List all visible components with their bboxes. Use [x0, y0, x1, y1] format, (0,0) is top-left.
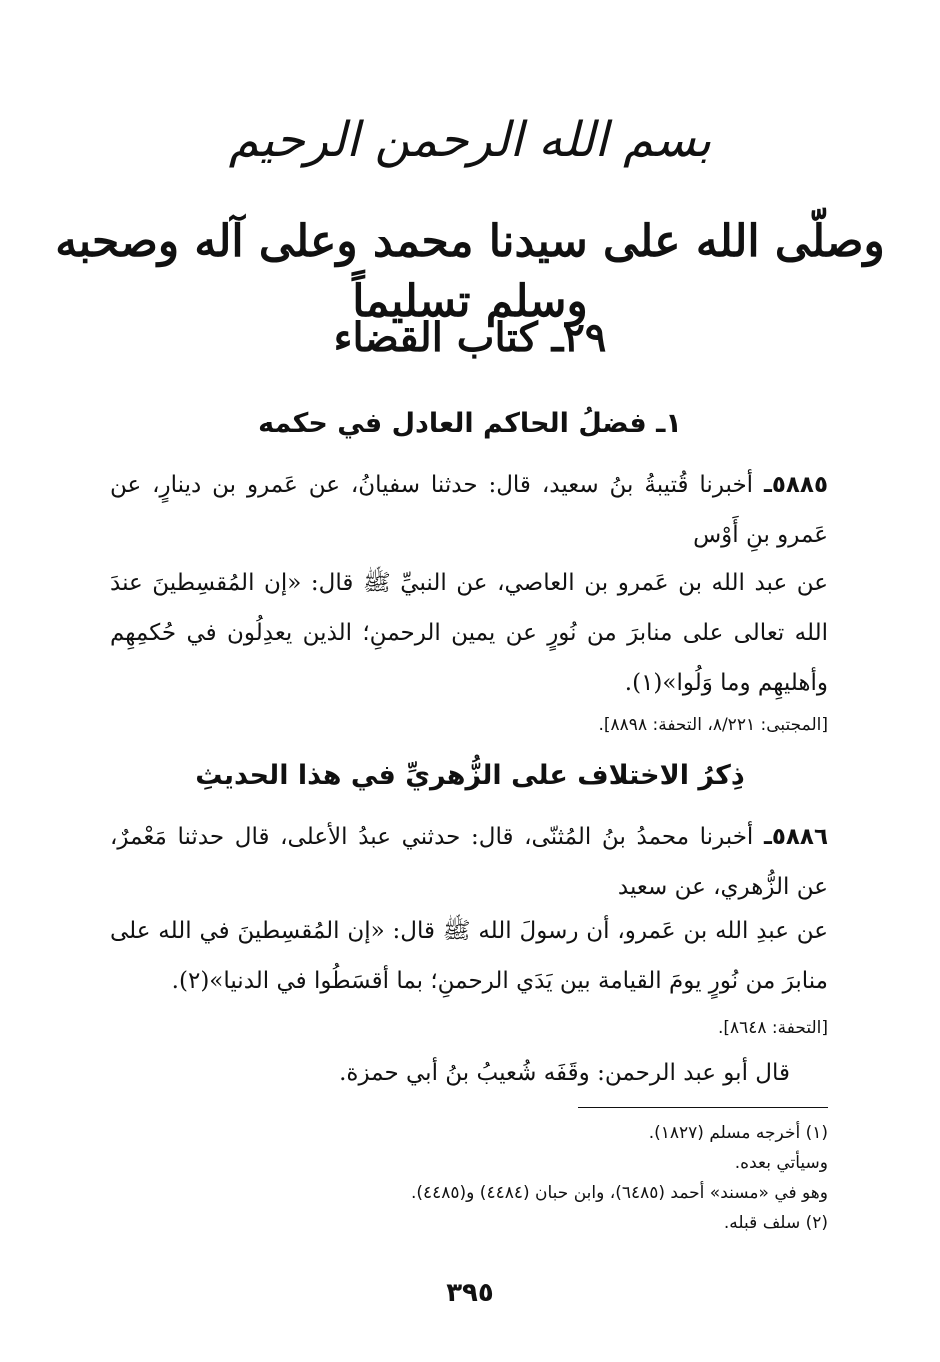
hadith-number: ٥٨٨٥ـ [763, 472, 828, 498]
hadith-5885-matn: عن عبد الله بن عَمرو بن العاصي، عن النبيِّ ﷺ قال: «إن المُقسِطينَ عندَ الله تعالى على منابرَ من نُورٍ عن يمين الرحمنِ؛ الذين يعدِلُون في حُكمِهِم وأهليهِم وما وَلُوا»(١). [110, 570, 828, 696]
book-title: ٢٩ـ كتاب القضاء [333, 314, 607, 361]
chapter-title-2: ذِكرُ الاختلاف على الزُّهريِّ في هذا الحديثِ [195, 760, 745, 791]
hadith-number: ٥٨٨٦ـ [763, 824, 829, 850]
footnote-divider [578, 1107, 828, 1108]
footnotes [110, 1118, 828, 1238]
hadith-5886-matn: عن عبدِ الله بن عَمرو، أن رسولَ الله ﷺ قال: «إن المُقسِطينَ في الله على منابرَ من نُورٍ يومَ القيامة بين يَدَي الرحمنِ؛ بما أقسَطُوا في الدنيا»(٢). [110, 918, 828, 994]
isnad-text: أخبرنا محمدُ بنُ المُثنّى، قال: حدثني عبدُ الأعلى، قال حدثنا مَعْمرٌ، عن الزُّهري، عن سعيد [110, 824, 828, 900]
salawat-line: وصلّى الله على سيدنا محمد وعلى آله وصحبه وسلم تسليماً [55, 216, 885, 327]
footnote-line: وهو في «مسند» أحمد (٦٤٨٥)، وابن حبان (٤٤٨٤) و(٤٤٨٥). [410, 1183, 828, 1203]
isnad-text: أخبرنا قُتيبةُ بنُ سعيد، قال: حدثنا سفيانُ، عن عَمرو بن دينارٍ، عن عَمرو بنِ أَوْس [110, 472, 828, 548]
closing-note: قال أبو عبد الرحمن: وقَفَه شُعيبُ بنُ أبي حمزة. [339, 1060, 790, 1086]
footnote-line: (٢) سلف قبله. [723, 1213, 828, 1233]
chapter-title-1: ١ـ فضلُ الحاكم العادل في حكمه [258, 408, 682, 439]
footnote-line: (١) أخرجه مسلم (١٨٢٧). [648, 1123, 828, 1143]
page-number: ٣٩٥ [446, 1278, 494, 1308]
hadith-5886-isnad [110, 812, 828, 912]
hadith-5886-reference: [التحفة: ٨٦٤٨]. [717, 1018, 828, 1038]
hadith-5885-reference: [المجتبى: ٨/٢٢١، التحفة: ٨٨٩٨]. [598, 715, 828, 735]
footnote-line: وسيأتي بعده. [734, 1153, 828, 1173]
hadith-5885-isnad [110, 460, 828, 560]
basmala: بسم الله الرحمن الرحيم [228, 112, 712, 168]
